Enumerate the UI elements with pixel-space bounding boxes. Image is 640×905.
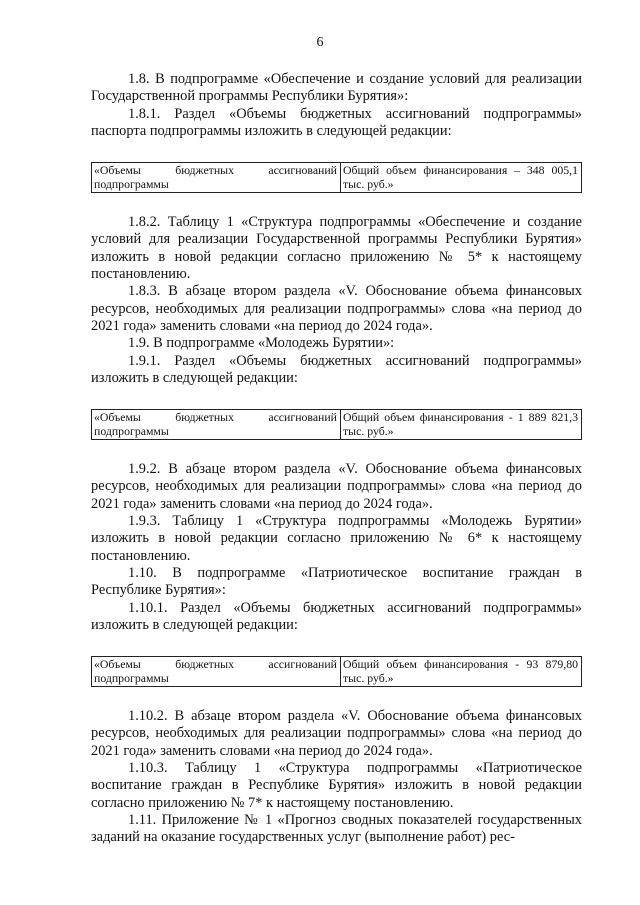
- table-cell-value: Общий объем финансирования - 93 879,80 тыс. руб.»: [341, 657, 582, 687]
- paragraph: 1.9. В подпрограмме «Молодежь Бурятии»:: [128, 335, 395, 352]
- paragraph: 1.10.1. Раздел «Объемы бюджетных ассигнований подпрограммы» изложить в следующей редакции:: [91, 599, 582, 633]
- paragraph: 1.9.1. Раздел «Объемы бюджетных ассигнований подпрограммы» изложить в следующей редакции:: [91, 352, 582, 386]
- paragraph: 1.10.3. Таблицу 1 «Структура подпрограммы «Патриотическое воспитание граждан в Республике Бурятия» изложить в новой редакции согласно приложению № 7* к настоящему постановлению.: [91, 760, 582, 811]
- paragraph: 1.9.2. В абзаце втором раздела «V. Обоснование объема финансовых ресурсов, необходимых для реализации подпрограммы» слова «на период до 2021 года» заменить словами «на период до 2024 года».: [91, 461, 582, 512]
- table-cell-value: Общий объем финансирования - 1 889 821,3 тыс. руб.»: [341, 410, 582, 440]
- financing-table-3: [91, 656, 582, 687]
- financing-table-1: [91, 162, 582, 193]
- table-row: [92, 163, 582, 193]
- table-cell-value: Общий объем финансирования – 348 005,1 тыс. руб.»: [341, 163, 582, 193]
- page-number: 6: [316, 35, 324, 50]
- paragraph: 1.8.2. Таблицу 1 «Структура подпрограммы «Обеспечение и создание условий для реализации Государственной программы Республики Бурятия» изложить в новой редакции согласно приложению № 5* к настоящему постановлению.: [91, 214, 582, 283]
- paragraph: 1.11. Приложение № 1 «Прогноз сводных показателей государственных заданий на оказание государственных услуг (выполнение работ) рес-: [91, 811, 582, 846]
- paragraph: 1.8.1. Раздел «Объемы бюджетных ассигнований подпрограммы» паспорта подпрограммы изложить в следующей редакции:: [91, 105, 582, 139]
- paragraph: 1.8.3. В абзаце втором раздела «V. Обоснование объема финансовых ресурсов, необходимых для реализации подпрограммы» слова «на период до 2021 года» заменить словами «на период до 2024 года».: [91, 283, 582, 334]
- paragraph: 1.9.3. Таблицу 1 «Структура подпрограммы «Молодежь Бурятии» изложить в новой редакции согласно приложению № 6* к настоящему постановлению.: [91, 513, 582, 564]
- document-body: [91, 71, 582, 847]
- table-row: [92, 410, 582, 440]
- table-cell-label: «Объемы бюджетных ассигнований подпрограммы: [92, 657, 341, 687]
- table-row: [92, 657, 582, 687]
- paragraph: 1.8. В подпрограмме «Обеспечение и создание условий для реализации Государственной программы Республики Бурятия»:: [91, 71, 582, 105]
- table-cell-label: «Объемы бюджетных ассигнований подпрограммы: [92, 163, 341, 193]
- financing-table-2: [91, 409, 582, 440]
- paragraph: 1.10.2. В абзаце втором раздела «V. Обоснование объема финансовых ресурсов, необходимых для реализации подпрограммы» слова «на период до 2021 года» заменить словами «на период до 2024 года».: [91, 708, 582, 759]
- table-cell-label: «Объемы бюджетных ассигнований подпрограммы: [92, 410, 341, 440]
- paragraph: 1.10. В подпрограмме «Патриотическое воспитание граждан в Республике Бурятия»:: [91, 564, 582, 599]
